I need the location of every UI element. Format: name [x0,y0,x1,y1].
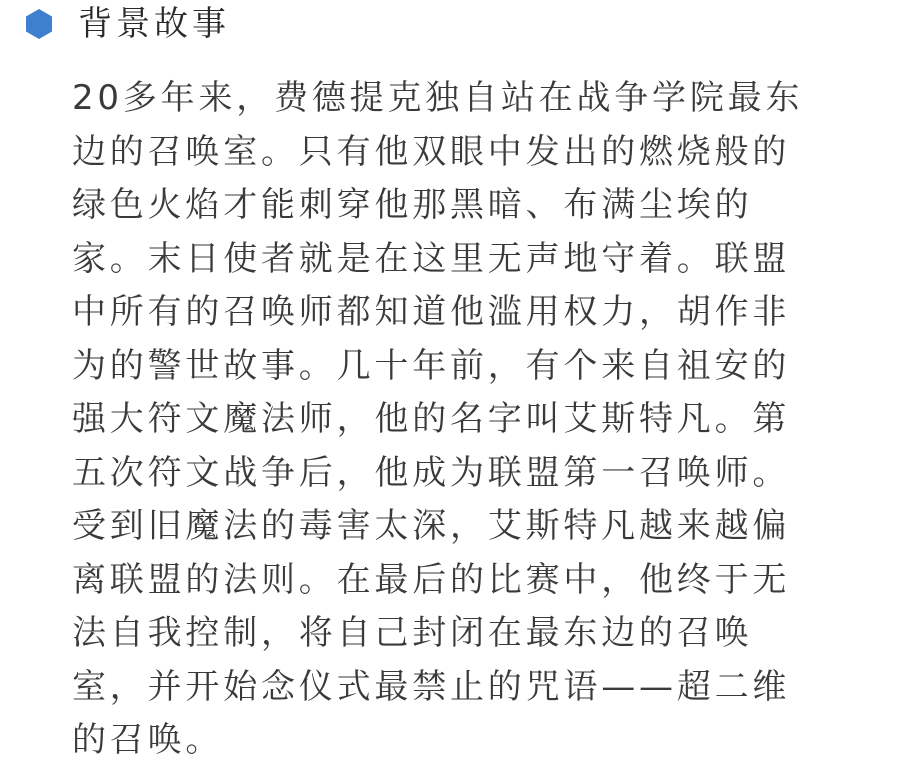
section-header [24,6,230,42]
story-line: 边的召唤室。只有他双眼中发出的燃烧般的 [72,131,791,172]
story-line: 绿色火焰才能刺穿他那黑暗、布满尘埃的 [72,185,753,225]
hexagon-icon [24,8,54,40]
story-line: 20多年来，费德提克独自站在战争学院最东 [72,78,804,118]
section-title: 背景故事 [78,4,230,44]
story-line: 中所有的召唤师都知道他滥用权力，胡作非 [72,292,791,332]
story-text [72,72,842,768]
story-line: 受到旧魔法的毒害太深，艾斯特凡越来越偏 [72,506,791,546]
story-line: 法自我控制，将自己封闭在最东边的召唤 [72,613,753,653]
story-line: 强大符文魔法师，他的名字叫艾斯特凡。第 [72,399,791,439]
story-line: 室，并开始念仪式最禁止的咒语——超二维 [72,666,791,707]
story-line: 家。末日使者就是在这里无声地守着。联盟 [72,238,791,279]
story-line: 五次符文战争后，他成为联盟第一召唤师。 [72,452,791,493]
story-line: 为的警世故事。几十年前，有个来自祖安的 [72,345,791,386]
story-line: 离联盟的法则。在最后的比赛中，他终于无 [72,559,791,600]
story-line: 的召唤。 [72,720,224,760]
